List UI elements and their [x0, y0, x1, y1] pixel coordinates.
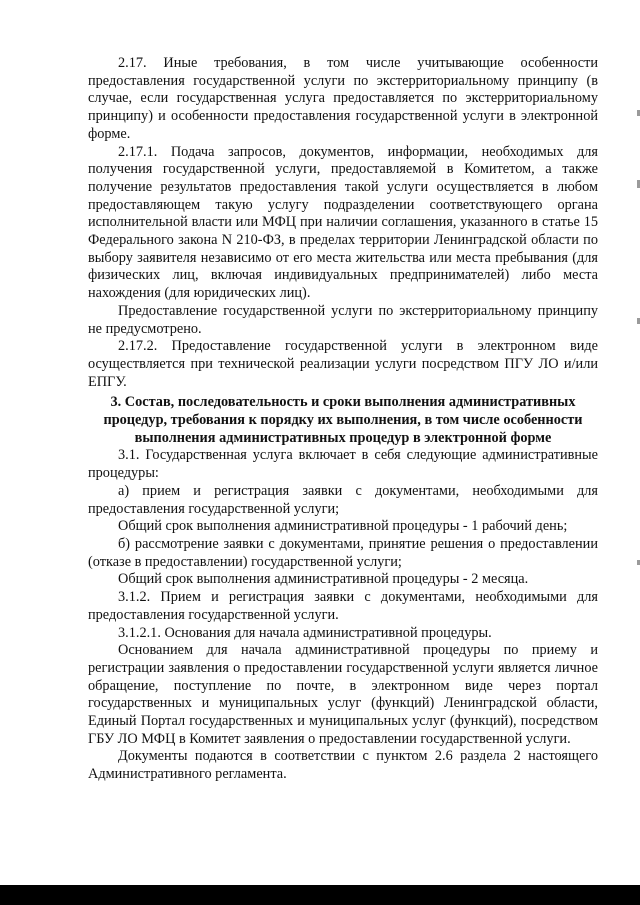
paragraph-3-1-2-1: 3.1.2.1. Основания для начала административной процедуры. [118, 624, 492, 641]
paragraph-documents: Документы подаются в соответствии с пунктом 2.6 раздела 2 настоящего Административного регламента. [88, 748, 598, 783]
paragraph-term-2: Общий срок выполнения административной процедуры - 2 месяца. [118, 571, 529, 588]
paragraph-extraterritorial: Предоставление государственной услуги по экстерриториальному принципу не предусмотрено. [88, 302, 598, 337]
paragraph-item-b: б) рассмотрение заявки с документами, принятие решения о предоставлении (отказе в предоставлении) государственной услуги; [88, 535, 598, 570]
section-3-heading: 3. Состав, последовательность и сроки выполнения административных процедур, требования к порядку их выполнения, в том числе особенности выполнения административных процедур в электронной форме [103, 394, 583, 446]
paragraph-term-1: Общий срок выполнения административной процедуры - 1 рабочий день; [118, 518, 568, 535]
paragraph-item-a: а) прием и регистрация заявки с документами, необходимыми для предоставления государственной услуги; [88, 482, 598, 517]
paragraph-3-1: 3.1. Государственная услуга включает в себя следующие административные процедуры: [88, 447, 598, 482]
paragraph-2-17: 2.17. Иные требования, в том числе учитывающие особенности предоставления государственной услуги по экстерриториальному принципу (в случае, если государственная услуга предоставляется по экстерриториальному принципу) и особенности предоставления государственной услуги в электронной форме. [88, 55, 598, 142]
paragraph-2-17-2: 2.17.2. Предоставление государственной услуги в электронном виде осуществляется при технической реализации услуги посредством ПГУ ЛО и/или ЕПГУ. [88, 338, 598, 390]
document-page [88, 55, 598, 784]
scan-bottom-border [0, 885, 640, 905]
paragraph-basis: Основанием для начала административной процедуры по приему и регистрации заявления о предоставлении государственной услуги является личное обращение, поступление по почте, в электронном виде через портал государственных и муниципальных услуг (функций) Ленинградской области, Единый Портал государственных и муниципальных услуг (функций), посредством ГБУ ЛО МФЦ в Комитет заявления о предоставлении государственной услуги. [88, 642, 598, 747]
paragraph-3-1-2: 3.1.2. Прием и регистрация заявки с документами, необходимыми для предоставления государственной услуги. [88, 589, 598, 623]
paragraph-2-17-1: 2.17.1. Подача запросов, документов, информации, необходимых для получения государственной услуги, предоставляемой в Комитетом, а также получение результатов предоставления такой услуги осуществляется в любом предоставляющем такую услугу подразделении соответствующего органа исполнительной власти или МФЦ при наличии соглашения, указанного в статье 15 Федерального закона N 210-ФЗ, в пределах территории Ленинградской области по выбору заявителя независимо от его места жительства или места пребывания (для физических лиц, включая индивидуальных предпринимателей) либо места нахождения (для юридических лиц). [88, 143, 598, 302]
